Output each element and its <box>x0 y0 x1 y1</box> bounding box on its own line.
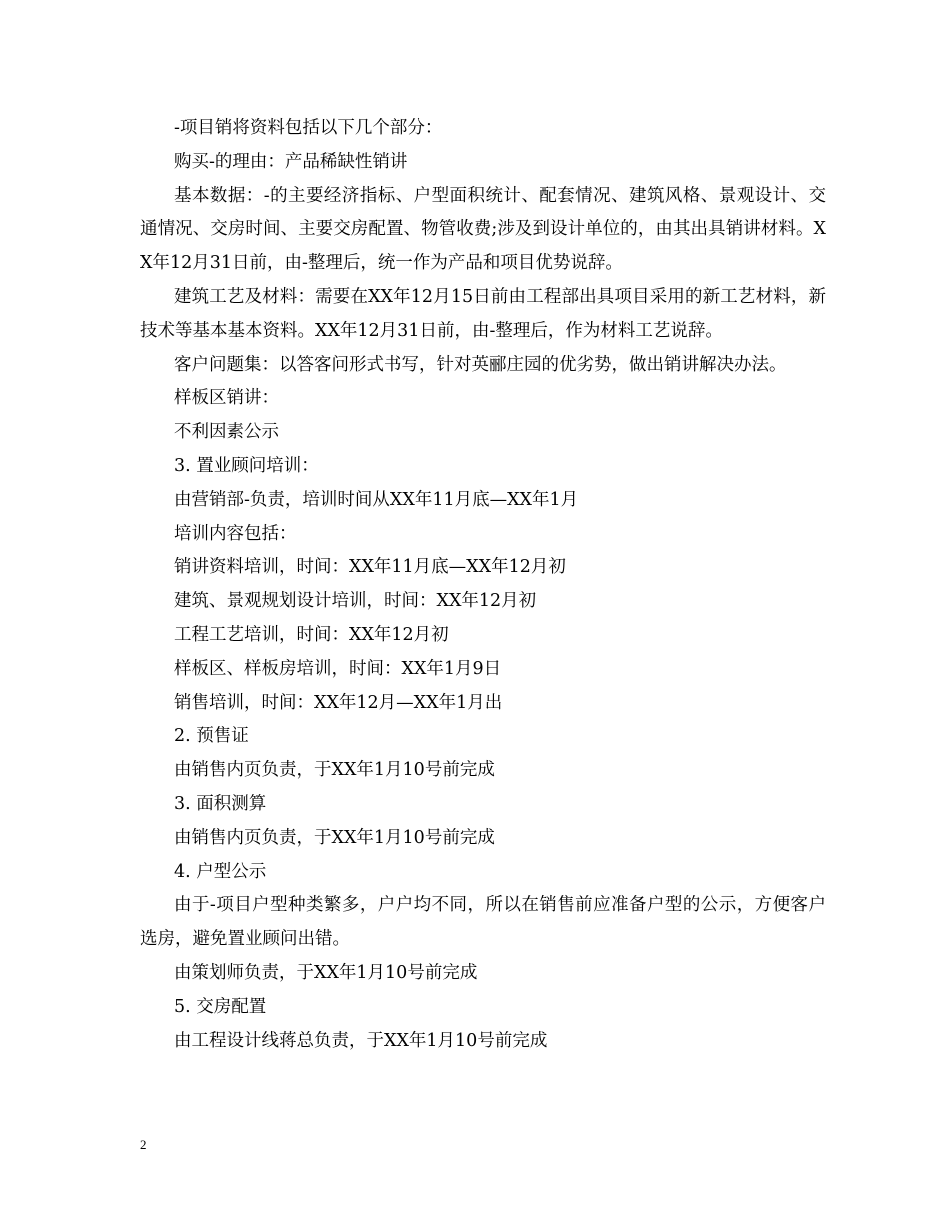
paragraph-17: 由销售内页负责，于XX年1月10号前完成 <box>174 760 495 781</box>
paragraph-18: 3. 面积测算 <box>174 793 267 814</box>
paragraph-10: 培训内容包括： <box>174 523 297 544</box>
paragraph-13: 工程工艺培训，时间：XX年12月初 <box>174 624 449 645</box>
paragraph-14: 样板区、样板房培训，时间：XX年1月9日 <box>174 658 502 679</box>
paragraph-12: 建筑、景观规划设计培训，时间：XX年12月初 <box>174 591 537 612</box>
paragraph-11: 销讲资料培训，时间：XX年11月底—XX年12月初 <box>174 557 566 578</box>
paragraph-24: 由工程设计线蒋总负责，于XX年1月10号前完成 <box>174 1030 548 1051</box>
paragraph-1: -项目销将资料包括以下几个部分： <box>174 118 443 138</box>
paragraph-7: 不利因素公示 <box>174 422 279 443</box>
paragraph-2: 购买-的理由：产品稀缺性销讲 <box>174 151 408 172</box>
paragraph-5: 客户问题集：以答客问形式书写，针对英郦庄园的优劣势，做出销讲解决办法。 <box>174 354 787 375</box>
paragraph-23: 5. 交房配置 <box>174 996 267 1017</box>
paragraph-9: 由营销部-负责，培训时间从XX年11月底—XX年1月 <box>174 489 579 510</box>
page-number: 2 <box>140 1137 147 1152</box>
document-body <box>140 112 826 1058</box>
paragraph-20: 4. 户型公示 <box>174 861 267 882</box>
paragraph-3: 基本数据：-的主要经济指标、户型面积统计、配套情况、建筑风格、景观设计、交通情况、交房时间、主要交房配置、物管收费;涉及到设计单位的，由其出具销讲材料。XX年12月31日前，由-整理后，统一作为产品和项目优势说辞。 <box>140 185 826 274</box>
paragraph-21: 由于-项目户型种类繁多，户户均不同，所以在销售前应准备户型的公示，方便客户选房，避免置业顾问出错。 <box>140 895 826 950</box>
paragraph-8: 3. 置业顾问培训： <box>174 455 319 476</box>
paragraph-22: 由策划师负责，于XX年1月10号前完成 <box>174 962 478 983</box>
paragraph-6: 样板区销讲： <box>174 388 279 409</box>
paragraph-19: 由销售内页负责，于XX年1月10号前完成 <box>174 827 495 848</box>
paragraph-16: 2. 预售证 <box>174 726 249 747</box>
paragraph-15: 销售培训，时间：XX年12月—XX年1月出 <box>174 692 503 713</box>
paragraph-4: 建筑工艺及材料：需要在XX年12月15日前由工程部出具项目采用的新工艺材料，新技术等基本基本资料。XX年12月31日前，由-整理后，作为材料工艺说辞。 <box>140 286 826 341</box>
